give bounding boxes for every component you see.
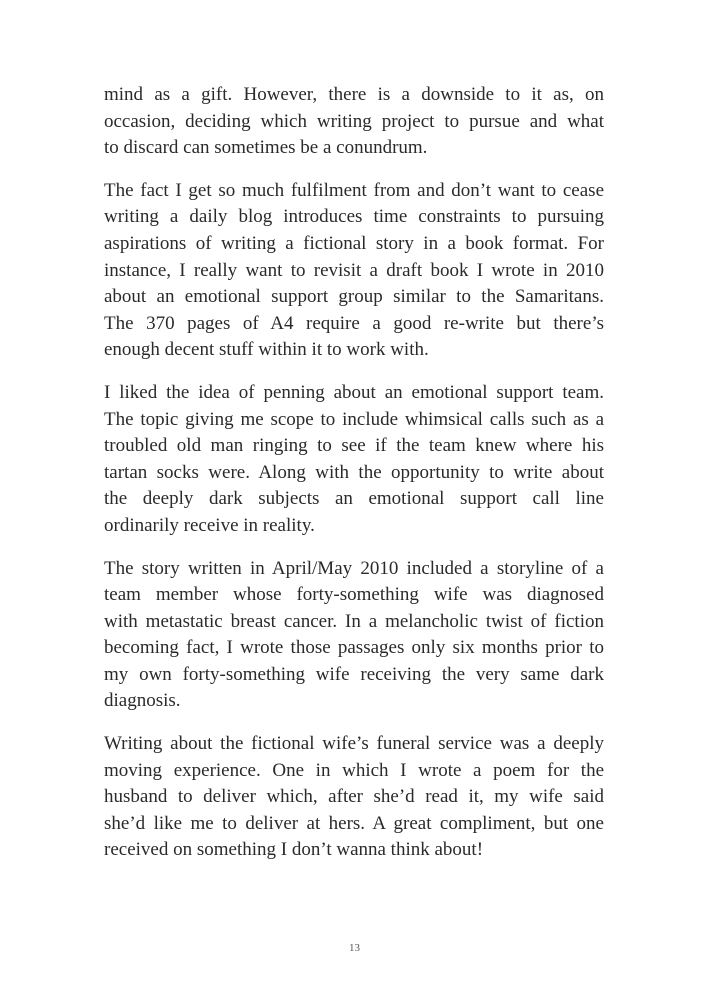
text-line: Writing about the fictional wife’s funeral service was a deeply (104, 733, 604, 755)
text-line: with metastatic breast cancer. In a melancholic twist of fiction (104, 610, 604, 632)
text-line: moving experience. One in which I wrote a poem for the (104, 759, 604, 781)
text-line: about an emotional support group similar to the Samaritans. (104, 286, 604, 308)
text-line: I liked the idea of penning about an emotional support team. (104, 381, 604, 403)
page-number: 13 (349, 942, 360, 954)
text-line: troubled old man ringing to see if the team knew where his (104, 435, 604, 457)
text-line: team member whose forty-something wife was diagnosed (104, 584, 604, 606)
paragraph (104, 380, 604, 540)
text-line: to discard can sometimes be a conundrum. (104, 137, 428, 159)
body-text (104, 82, 604, 880)
text-line: The 370 pages of A4 require a good re-write but there’s (104, 312, 604, 334)
text-line: writing a daily blog introduces time constraints to pursuing (104, 206, 604, 228)
text-line: aspirations of writing a fictional story in a book format. For (104, 232, 604, 254)
paragraph (104, 556, 604, 716)
text-line: husband to deliver which, after she’d read it, my wife said (104, 786, 604, 808)
text-line: diagnosis. (104, 690, 181, 712)
paragraph (104, 82, 604, 162)
text-line: the deeply dark subjects an emotional support call line (104, 488, 604, 510)
text-line: enough decent stuff within it to work with. (104, 339, 429, 361)
text-line: becoming fact, I wrote those passages only six months prior to (104, 637, 604, 659)
text-line: The story written in April/May 2010 included a storyline of a (104, 557, 604, 579)
text-line: she’d like me to deliver at hers. A great compliment, but one (104, 812, 604, 834)
text-line: received on something I don’t wanna think about! (104, 839, 484, 861)
text-line: ordinarily receive in reality. (104, 514, 315, 536)
text-line: occasion, deciding which writing project to pursue and what (104, 110, 604, 132)
text-line: instance, I really want to revisit a draft book I wrote in 2010 (104, 259, 604, 281)
paragraph (104, 178, 604, 364)
text-line: The fact I get so much fulfilment from and don’t want to cease (104, 179, 604, 201)
text-line: tartan socks were. Along with the opportunity to write about (104, 461, 604, 483)
text-line: my own forty-something wife receiving the very same dark (104, 663, 604, 685)
text-line: mind as a gift. However, there is a downside to it as, on (104, 84, 604, 105)
text-line: The topic giving me scope to include whimsical calls such as a (104, 408, 604, 430)
paragraph (104, 731, 604, 864)
